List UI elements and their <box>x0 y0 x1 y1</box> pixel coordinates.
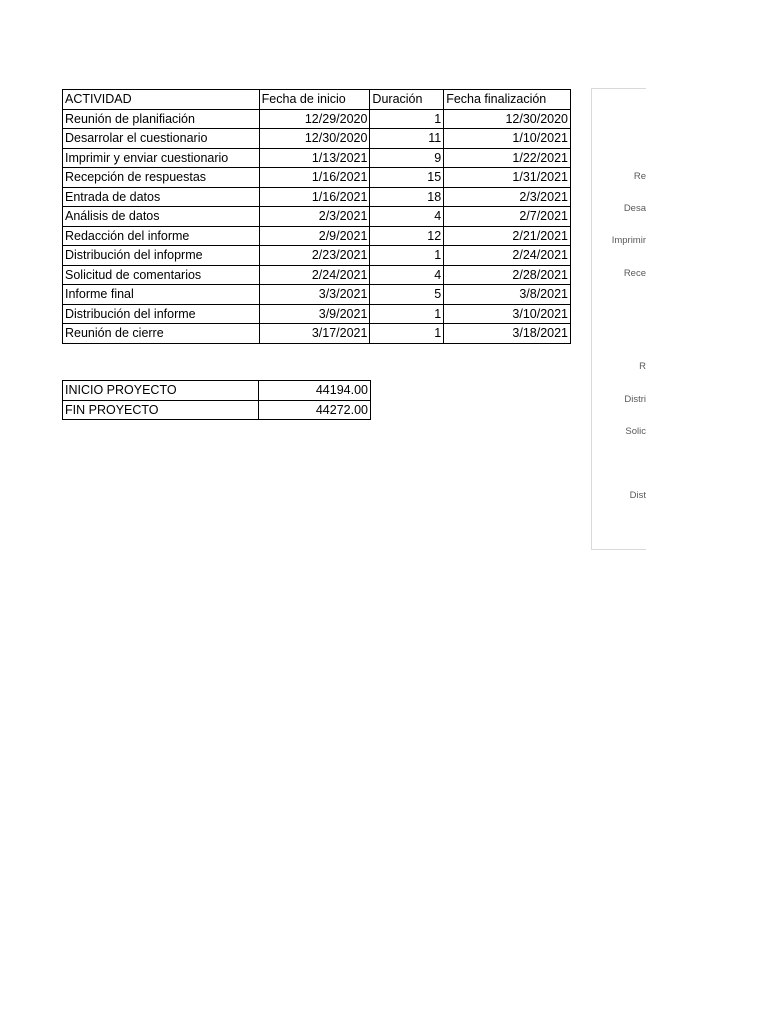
project-summary-body <box>63 381 371 420</box>
cell-actividad[interactable]: Entrada de datos <box>63 187 260 207</box>
header-fecha-inicio[interactable]: Fecha de inicio <box>259 90 370 110</box>
cell-fecha-finalizacion[interactable]: 2/28/2021 <box>444 265 571 285</box>
activity-table <box>62 89 571 344</box>
gantt-axis-label: Distri <box>624 394 646 405</box>
cell-actividad[interactable]: Imprimir y enviar cuestionario <box>63 148 260 168</box>
gantt-axis-label: Solic <box>625 426 646 437</box>
cell-duracion[interactable]: 4 <box>370 265 444 285</box>
table-header-row <box>63 90 571 110</box>
cell-fecha-inicio[interactable]: 1/16/2021 <box>259 168 370 188</box>
gantt-axis-label: Imprimir <box>611 235 646 246</box>
cell-fecha-inicio[interactable]: 1/16/2021 <box>259 187 370 207</box>
cell-actividad[interactable]: Redacción del informe <box>63 226 260 246</box>
summary-row <box>63 400 371 420</box>
table-row <box>63 129 571 149</box>
table-row <box>63 324 571 344</box>
cell-fecha-finalizacion[interactable]: 3/18/2021 <box>444 324 571 344</box>
cell-duracion[interactable]: 18 <box>370 187 444 207</box>
cell-fecha-inicio[interactable]: 2/3/2021 <box>259 207 370 227</box>
cell-fecha-inicio[interactable]: 12/30/2020 <box>259 129 370 149</box>
cell-actividad[interactable]: Análisis de datos <box>63 207 260 227</box>
cell-fecha-finalizacion[interactable]: 3/10/2021 <box>444 304 571 324</box>
activity-table-body <box>63 90 571 344</box>
cell-actividad[interactable]: Reunión de cierre <box>63 324 260 344</box>
page-edge <box>646 0 768 1024</box>
cell-fecha-finalizacion[interactable]: 1/10/2021 <box>444 129 571 149</box>
header-duracion[interactable]: Duración <box>370 90 444 110</box>
cell-fecha-finalizacion[interactable]: 12/30/2020 <box>444 109 571 129</box>
cell-actividad[interactable]: Recepción de respuestas <box>63 168 260 188</box>
gantt-axis-label: Rece <box>623 268 646 279</box>
cell-summary-label[interactable]: INICIO PROYECTO <box>63 381 259 401</box>
table-row <box>63 226 571 246</box>
cell-actividad[interactable]: Distribución del infoprme <box>63 246 260 266</box>
cell-summary-label[interactable]: FIN PROYECTO <box>63 400 259 420</box>
table-row <box>63 304 571 324</box>
cell-duracion[interactable]: 1 <box>370 324 444 344</box>
table-row <box>63 285 571 305</box>
cell-duracion[interactable]: 9 <box>370 148 444 168</box>
project-summary-table <box>62 380 371 420</box>
cell-fecha-finalizacion[interactable]: 2/24/2021 <box>444 246 571 266</box>
cell-duracion[interactable]: 1 <box>370 109 444 129</box>
cell-actividad[interactable]: Informe final <box>63 285 260 305</box>
table-row <box>63 187 571 207</box>
cell-duracion[interactable]: 11 <box>370 129 444 149</box>
cell-actividad[interactable]: Reunión de planifiación <box>63 109 260 129</box>
cell-fecha-finalizacion[interactable]: 2/3/2021 <box>444 187 571 207</box>
header-actividad[interactable]: ACTIVIDAD <box>63 90 260 110</box>
header-fecha-finalizacion[interactable]: Fecha finalización <box>444 90 571 110</box>
table-row <box>63 207 571 227</box>
table-row <box>63 168 571 188</box>
cell-duracion[interactable]: 15 <box>370 168 444 188</box>
cell-fecha-finalizacion[interactable]: 3/8/2021 <box>444 285 571 305</box>
cell-duracion[interactable]: 4 <box>370 207 444 227</box>
cell-fecha-inicio[interactable]: 3/3/2021 <box>259 285 370 305</box>
cell-fecha-finalizacion[interactable]: 1/31/2021 <box>444 168 571 188</box>
cell-actividad[interactable]: Desarrolar el cuestionario <box>63 129 260 149</box>
cell-actividad[interactable]: Distribución del informe <box>63 304 260 324</box>
cell-duracion[interactable]: 1 <box>370 304 444 324</box>
cell-fecha-inicio[interactable]: 1/13/2021 <box>259 148 370 168</box>
table-row <box>63 148 571 168</box>
cell-duracion[interactable]: 1 <box>370 246 444 266</box>
cell-actividad[interactable]: Solicitud de comentarios <box>63 265 260 285</box>
cell-fecha-inicio[interactable]: 12/29/2020 <box>259 109 370 129</box>
cell-duracion[interactable]: 12 <box>370 226 444 246</box>
summary-row <box>63 381 371 401</box>
gantt-axis-label: Dist <box>629 490 646 501</box>
cell-fecha-inicio[interactable]: 3/17/2021 <box>259 324 370 344</box>
cell-summary-value[interactable]: 44272.00 <box>259 400 371 420</box>
cell-fecha-inicio[interactable]: 2/23/2021 <box>259 246 370 266</box>
gantt-axis-label: Re <box>633 171 646 182</box>
cell-fecha-finalizacion[interactable]: 1/22/2021 <box>444 148 571 168</box>
table-row <box>63 265 571 285</box>
cell-fecha-inicio[interactable]: 3/9/2021 <box>259 304 370 324</box>
cell-fecha-inicio[interactable]: 2/24/2021 <box>259 265 370 285</box>
table-row <box>63 246 571 266</box>
cell-summary-value[interactable]: 44194.00 <box>259 381 371 401</box>
gantt-axis-label: R <box>639 361 646 372</box>
cell-duracion[interactable]: 5 <box>370 285 444 305</box>
cell-fecha-finalizacion[interactable]: 2/21/2021 <box>444 226 571 246</box>
table-row <box>63 109 571 129</box>
gantt-axis-label: Desa <box>623 203 646 214</box>
cell-fecha-finalizacion[interactable]: 2/7/2021 <box>444 207 571 227</box>
cell-fecha-inicio[interactable]: 2/9/2021 <box>259 226 370 246</box>
